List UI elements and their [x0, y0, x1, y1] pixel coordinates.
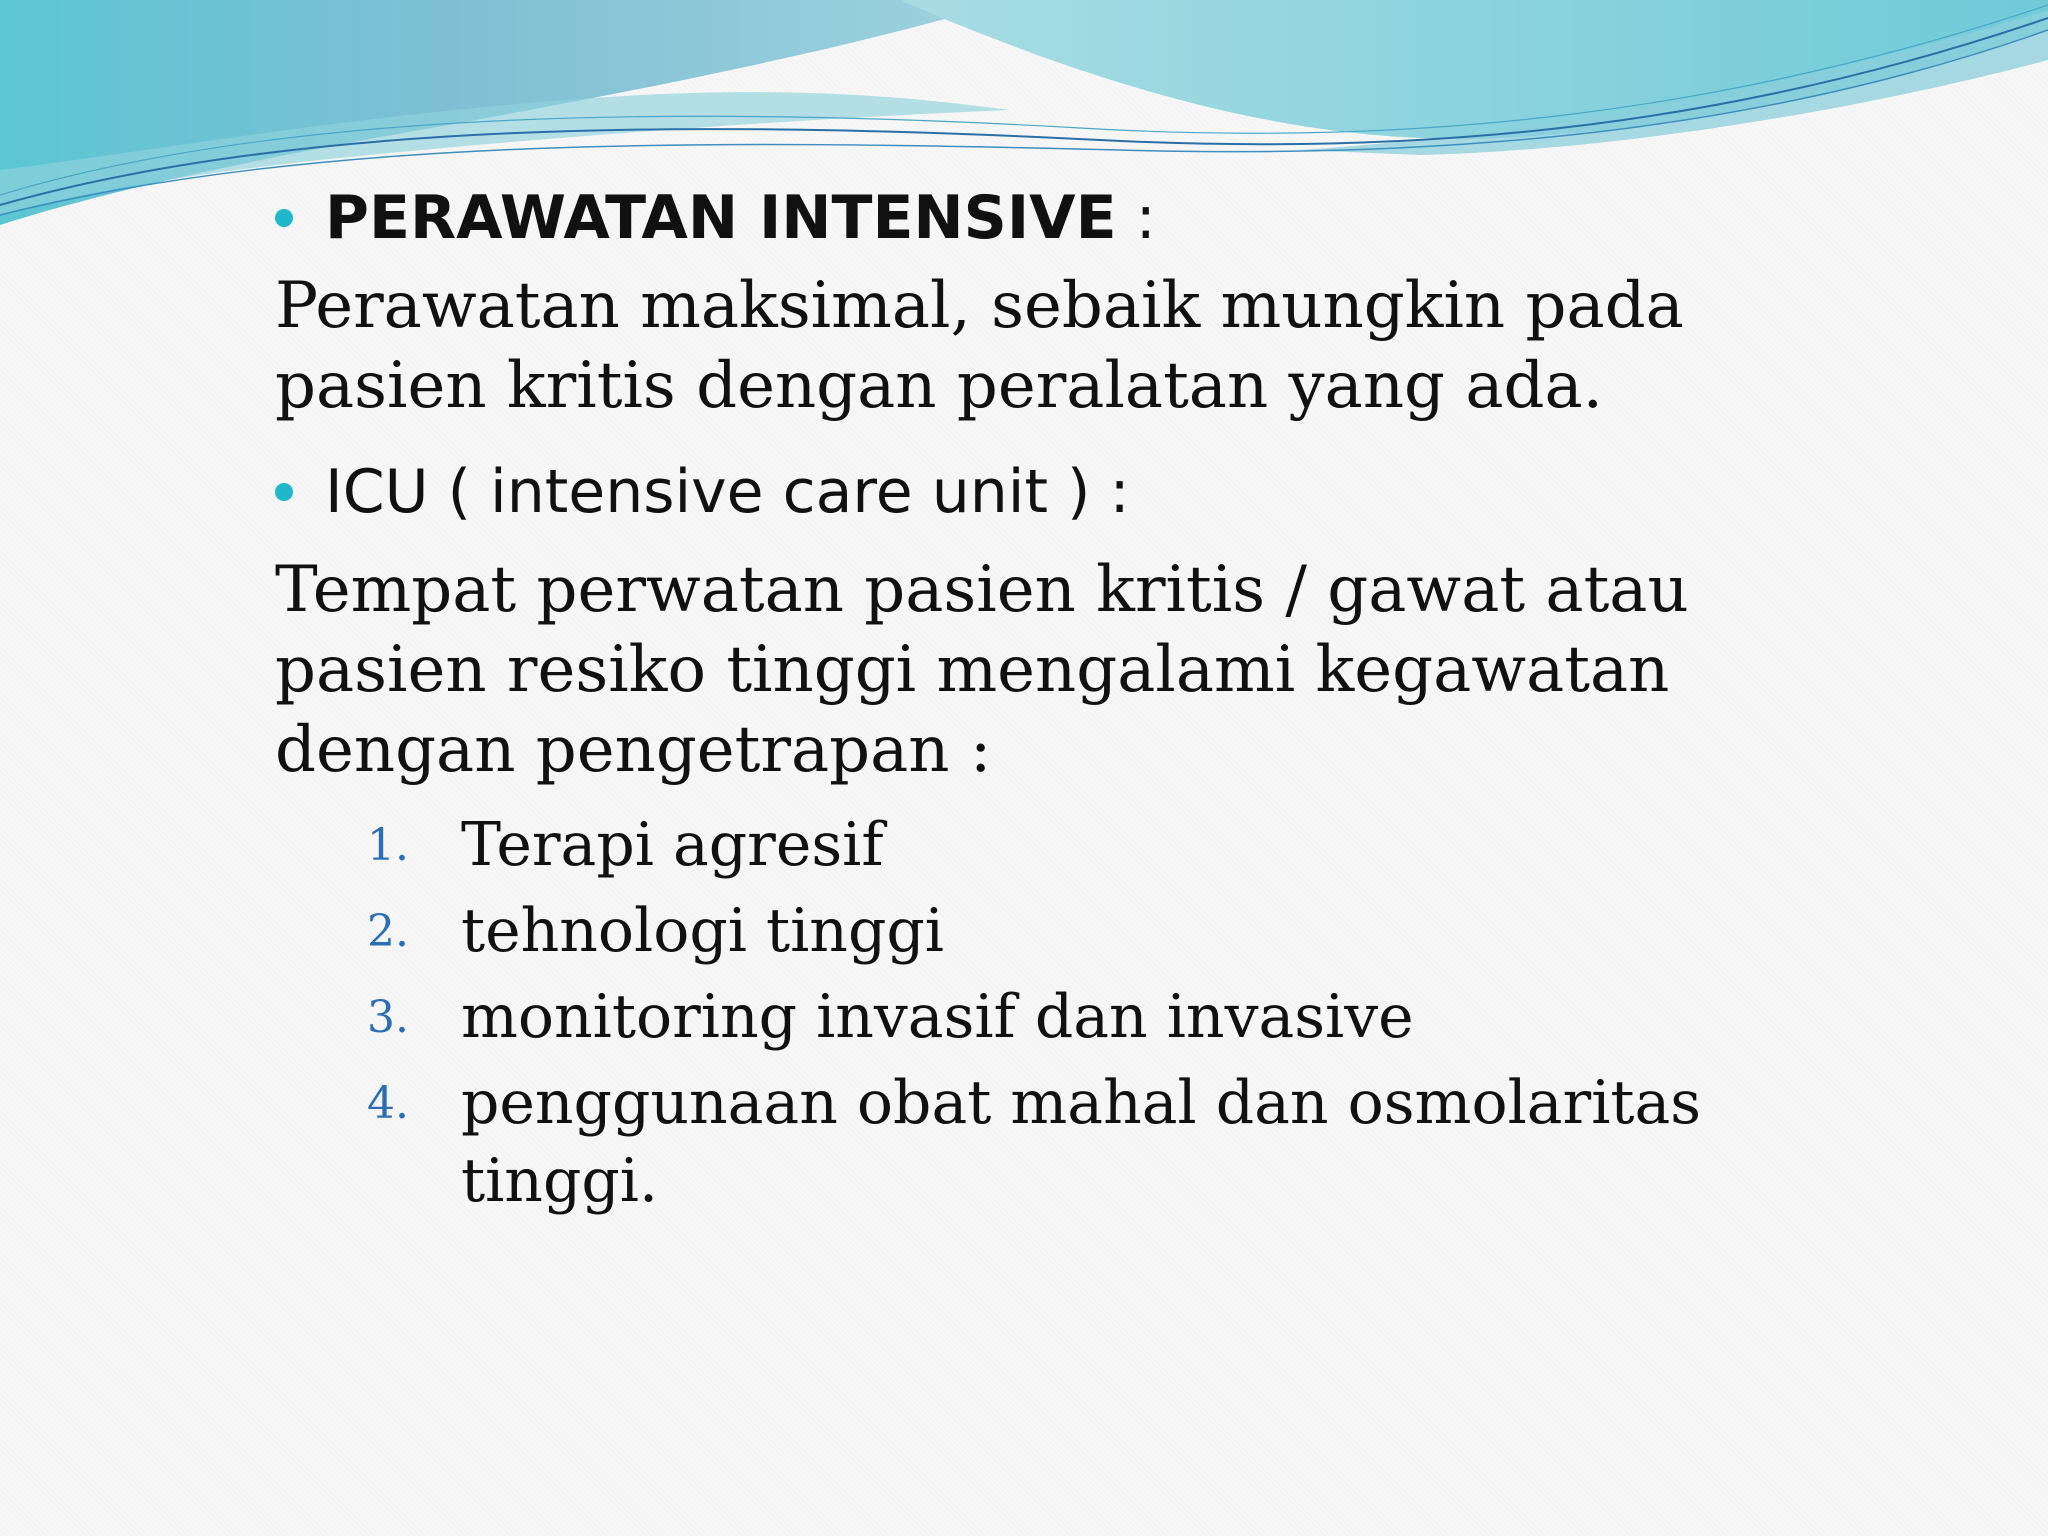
bullet-perawatan-intensive: [275, 170, 1715, 266]
list-number: 3.: [367, 992, 409, 1043]
bullet-dot-icon: [275, 483, 293, 501]
list-number: 4.: [367, 1078, 409, 1129]
list-item-text: tehnologi tinggi: [461, 896, 944, 966]
list-number: 2.: [367, 906, 409, 957]
list-item-text: Terapi agresif: [461, 810, 884, 880]
bullet-text: [325, 183, 1156, 253]
list-item: [275, 1064, 1715, 1220]
definition-perawatan-intensive: Perawatan maksimal, sebaik mungkin pada pasien kritis dengan peralatan yang ada.: [275, 269, 1684, 423]
bullet-icu: [275, 444, 1715, 540]
list-item-text: penggunaan obat mahal dan osmolaritas tinggi.: [461, 1068, 1702, 1216]
list-item-text: monitoring invasif dan invasive: [461, 982, 1414, 1052]
bullet-dot-icon: [275, 209, 293, 227]
bullet-suffix: :: [1116, 183, 1156, 253]
list-item: [275, 892, 1715, 972]
bullet-icu-label: ICU ( intensive care unit ) :: [325, 457, 1130, 527]
slide-content: [275, 170, 1715, 1226]
definition-icu: Tempat perwatan pasien kritis / gawat atau pasien resiko tinggi mengalami kegawatan dengan pengetrapan :: [275, 553, 1689, 787]
list-number: 1.: [367, 820, 409, 871]
list-item: [275, 978, 1715, 1058]
list-item: [275, 806, 1715, 886]
numbered-list: [275, 806, 1715, 1220]
bullet-title: PERAWATAN INTENSIVE: [325, 183, 1117, 253]
